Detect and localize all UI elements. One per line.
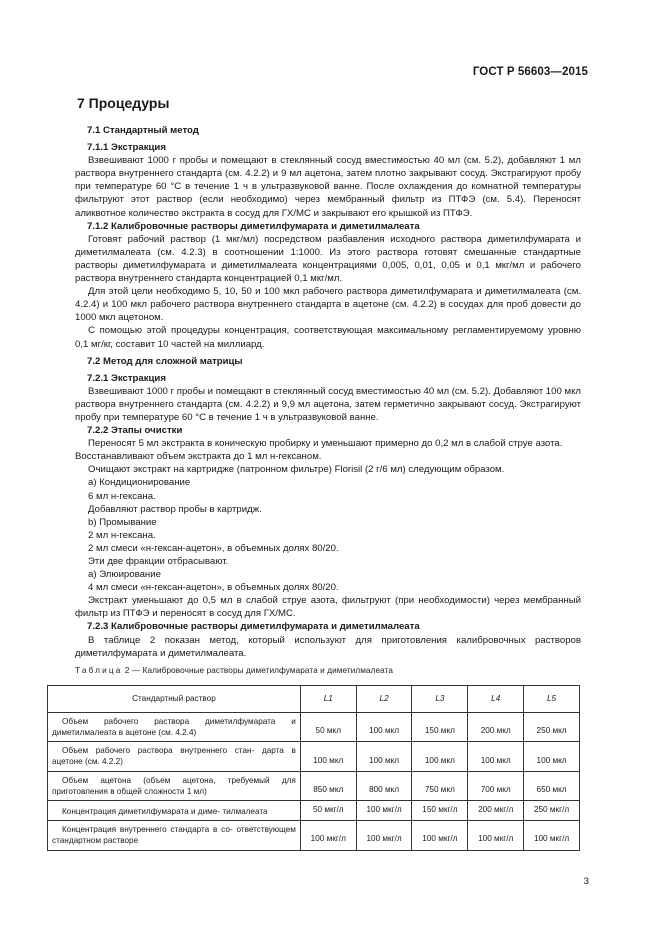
table-header-cell: L2 bbox=[356, 685, 412, 712]
table-header-cell: L5 bbox=[524, 685, 580, 712]
list-item: 4 мл смеси «н-гексан-ацетон», в объемных долях 80/20. bbox=[88, 582, 339, 594]
table-cell: 150 мкг/л bbox=[412, 801, 468, 821]
table-cell: 100 мкл bbox=[300, 742, 356, 771]
table-cell: 50 мкг/л bbox=[300, 801, 356, 821]
table-caption-text: 2 — Калибровочные растворы диметилфумарата и диметилмалеата bbox=[122, 665, 394, 675]
paragraph: Переносят 5 мл экстракта в коническую пробирку и уменьшают примерно до 0,2 мл в слабой струе азота. bbox=[88, 438, 563, 450]
table-cell: 100 мкл bbox=[412, 742, 468, 771]
table-cell: 100 мкл bbox=[524, 742, 580, 771]
paragraph: Взвешивают 1000 г пробы и помещают в стеклянный сосуд вместимостью 40 мл (см. 5.2). Добавляют 100 мкл раствора внутреннего стандарта (см. 4.2.2) и 9,9 мл ацетона, затем герметично закрывают сосуд. Экстрагируют пробу при температуре 60 °С в течение 1 ч в ультразвуковой ванне. bbox=[75, 385, 581, 423]
list-item: а) Элюирование bbox=[88, 569, 161, 581]
table-row-label: Концентрация внутреннего стандарта в со- ответствующем стандартном растворе bbox=[48, 821, 301, 850]
subsection-7-1-1-title: 7.1.1 Экстракция bbox=[87, 142, 166, 154]
table-cell: 800 мкл bbox=[356, 771, 412, 800]
table-cell: 700 мкл bbox=[468, 771, 524, 800]
document-body bbox=[52, 124, 581, 851]
table-cell: 100 мкл bbox=[468, 742, 524, 771]
table-cell: 200 мкг/л bbox=[468, 801, 524, 821]
table-cell: 150 мкл bbox=[412, 712, 468, 741]
calibration-table bbox=[47, 685, 580, 851]
subsection-7-2-title: 7.2 Метод для сложной матрицы bbox=[87, 355, 243, 367]
table-cell: 100 мкг/л bbox=[356, 821, 412, 850]
list-item: b) Промывание bbox=[88, 516, 157, 528]
table-cell: 100 мкг/л bbox=[524, 821, 580, 850]
document-code: ГОСТ Р 56603—2015 bbox=[472, 66, 588, 78]
paragraph: Восстанавливают объем экстракта до 1 мл н-гексаном. bbox=[75, 451, 322, 463]
paragraph: С помощью этой процедуры концентрация, соответствующая максимальному регламентируемому уровню 0,1 мг/кг, составит 10 частей на миллиард. bbox=[75, 325, 581, 350]
subsection-7-2-3-title: 7.2.3 Калибровочные растворы диметилфумарата и диметилмалеата bbox=[87, 621, 420, 633]
list-item: 2 мл н-гексана. bbox=[88, 529, 156, 541]
table-caption bbox=[75, 664, 581, 677]
section-title: 7 Процедуры bbox=[77, 95, 170, 111]
table-row bbox=[48, 712, 580, 741]
table-row bbox=[48, 742, 580, 771]
table-cell: 100 мкг/л bbox=[412, 821, 468, 850]
table-cell: 100 мкл bbox=[356, 742, 412, 771]
table-cell: 850 мкл bbox=[300, 771, 356, 800]
table-row bbox=[48, 771, 580, 800]
table-cell: 50 мкл bbox=[300, 712, 356, 741]
table-cell: 250 мкл bbox=[524, 712, 580, 741]
list-item: 6 мл н-гексана. bbox=[88, 490, 156, 502]
table-row-label: Концентрация диметилфумарата и диме- тилмалеата bbox=[48, 801, 301, 821]
table-header-cell: L3 bbox=[412, 685, 468, 712]
table-row bbox=[48, 821, 580, 850]
subsection-7-2-1-title: 7.2.1 Экстракция bbox=[87, 372, 166, 384]
paragraph: Взвешивают 1000 г пробы и помещают в стеклянный сосуд вместимостью 40 мл (см. 5.2), добавляют 1 мл раствора внутреннего стандарта (см. 4.2.2) и 9 мл ацетона, затем плотно закрывают сосуд. Экстрагируют пробу при температуре 60 °С в течение 1 ч в ультразвуковой ванне. После охлаждения до комнатной температуры фильтруют этот раствор (если необходимо) через мембранный фильтр из ПТФЭ (см. 5.4). Переносят аликвотное количество экстракта в сосуд для ГХ/МС и закрывают его крышкой из ПТФЭ. bbox=[75, 155, 581, 219]
subsection-7-1-2-title: 7.1.2 Калибровочные растворы диметилфумарата и диметилмалеата bbox=[87, 220, 420, 232]
table-row-label: Объем рабочего раствора внутреннего стан- дарта в ацетоне (см. 4.2.2) bbox=[48, 742, 301, 771]
list-item: Добавляют раствор пробы в картридж. bbox=[88, 503, 262, 515]
list-item: а) Кондиционирование bbox=[88, 477, 191, 489]
table-header-cell: L4 bbox=[468, 685, 524, 712]
table-row bbox=[48, 801, 580, 821]
list-item: 2 мл смеси «н-гексан-ацетон», в объемных долях 80/20. bbox=[88, 542, 339, 554]
paragraph: Экстракт уменьшают до 0,5 мл в слабой струе азота, фильтруют (при необходимости) через мембранный фильтр из ПТФЭ и переносят в сосуд для ГХ/МС. bbox=[75, 595, 581, 620]
subsection-7-1-title: 7.1 Стандартный метод bbox=[87, 125, 199, 136]
table-cell: 650 мкл bbox=[524, 771, 580, 800]
table-row-label: Объем ацетона (объем ацетона, требуемый для приготовления в общей сложности 1 мл) bbox=[48, 771, 301, 800]
table-cell: 750 мкл bbox=[412, 771, 468, 800]
page-number: 3 bbox=[583, 876, 589, 887]
table-cell: 100 мкг/л bbox=[300, 821, 356, 850]
table-header-row bbox=[48, 685, 580, 712]
paragraph: Для этой цели необходимо 5, 10, 50 и 100 мкл рабочего раствора диметилфумарата и диметилмалеата (см. 4.2.4) и 100 мкл рабочего раствора внутреннего стандарта в ацетоне (см. 4.2.2) в сосудах для проб довести до 1000 мкл ацетоном. bbox=[75, 286, 581, 324]
list-item: Эти две фракции отбрасывают. bbox=[88, 556, 229, 567]
table-caption-label: Таблица bbox=[75, 665, 123, 675]
table-cell: 100 мкг/л bbox=[356, 801, 412, 821]
table-cell: 100 мкл bbox=[356, 712, 412, 741]
paragraph: В таблице 2 показан метод, который используют для приготовления калибровочных растворов диметилфумарата и диметилмалеата. bbox=[75, 634, 581, 659]
subsection-7-2-2-title: 7.2.2 Этапы очистки bbox=[87, 425, 183, 437]
table-header-cell: Стандартный раствор bbox=[48, 685, 301, 712]
table-cell: 250 мкг/л bbox=[524, 801, 580, 821]
table-cell: 100 мкг/л bbox=[468, 821, 524, 850]
table-cell: 200 мкл bbox=[468, 712, 524, 741]
table-row-label: Объем рабочего раствора диметилфумарата и диметилмалеата в ацетоне (см. 4.2.4) bbox=[48, 712, 301, 741]
paragraph: Готовят рабочий раствор (1 мкг/мл) посредством разбавления исходного раствора диметилфумарата и диметилмалеата (см. 4.2.3) в соотношении 1:1000. Из этого раствора готовят смешанные стандартные растворы диметилфумарата и диметилмалеата концентрациями 0,005, 0,01, 0,05 и 0,1 мкг/мл и рабочего раствора внутреннего стандарта концентрацией 0,1 мкг/мл. bbox=[75, 233, 581, 285]
paragraph: Очищают экстракт на картридже (патронном фильтре) Florisil (2 г/6 мл) следующим образом. bbox=[88, 464, 505, 476]
table-header-cell: L1 bbox=[300, 685, 356, 712]
